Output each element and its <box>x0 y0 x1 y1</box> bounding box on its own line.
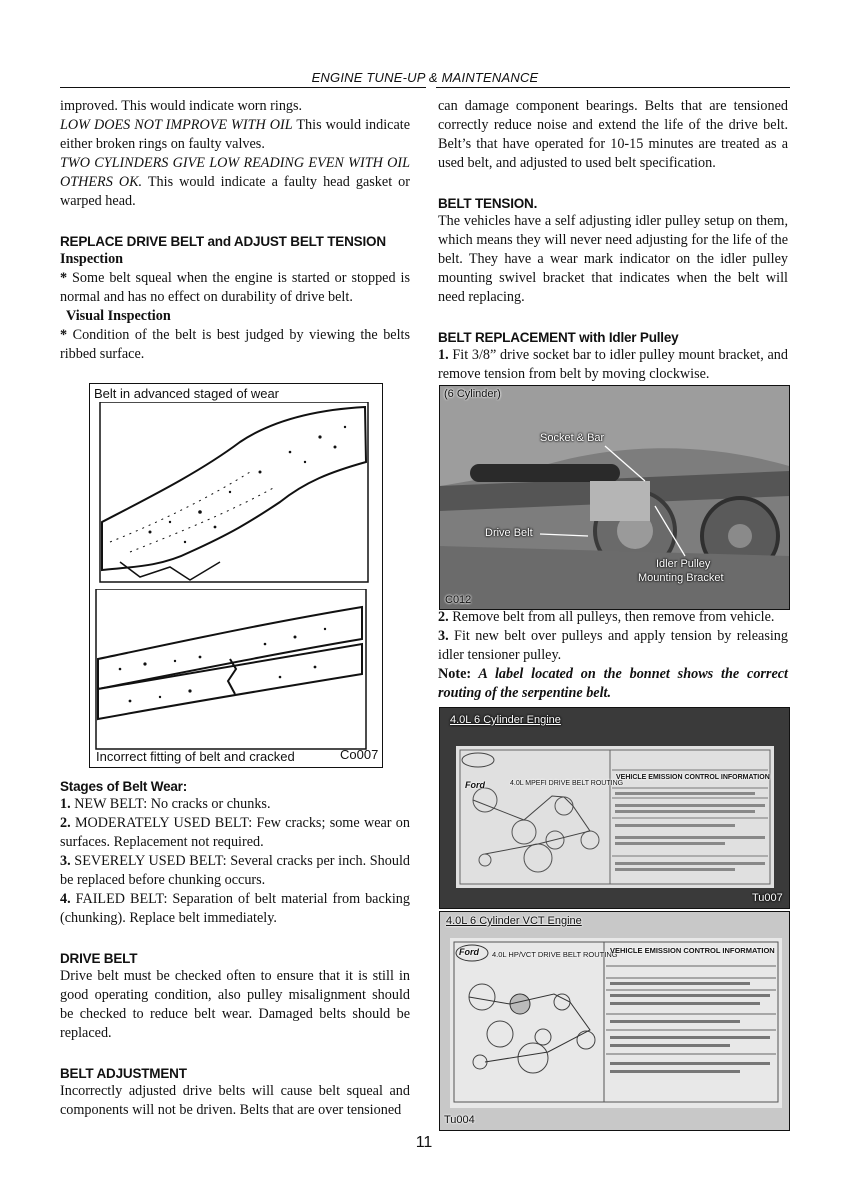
left-column <box>60 97 410 364</box>
list-item: 3. SEVERELY USED BELT: Several cracks per inch. Should be replaced before chunking occurs. <box>60 853 410 888</box>
belt-routing-title: 4.0L MPEFI DRIVE BELT ROUTING <box>510 780 624 787</box>
callout-drive-belt: Drive Belt <box>485 527 533 539</box>
page-number: 11 <box>415 1134 433 1151</box>
ford-logo: Ford <box>459 947 479 957</box>
emission-label-image-vct <box>440 912 789 1130</box>
paragraph: LOW DOES NOT IMPROVE WITH OIL This would indicate either broken rings on faulty valves. <box>60 117 411 152</box>
ford-logo: Ford <box>465 780 485 790</box>
photo-code: Tu004 <box>444 1114 475 1126</box>
subheading-visual: Visual Inspection <box>66 308 171 324</box>
right-column <box>438 97 788 384</box>
paragraph: TWO CYLINDERS GIVE LOW READING EVEN WITH OIL OTHERS OK. This would indicate a faulty head gasket or warped head. <box>60 155 410 209</box>
photo-code: Tu007 <box>752 892 783 904</box>
photo-tag: 4.0L 6 Cylinder VCT Engine <box>446 915 582 927</box>
paragraph: can damage component bearings. Belts that are tensioned correctly reduce noise and extend the life of the drive belt. Belt’s that have operated for 10-15 minutes are treated as a used belt, and adjusted to used belt specification. <box>438 98 788 171</box>
callout-socket-bar: Socket & Bar <box>540 432 605 444</box>
label-photo-4l-engine <box>439 707 790 909</box>
right-column-middle <box>438 608 788 703</box>
emission-label-image <box>440 708 789 908</box>
paragraph: Incorrectly adjusted drive belts will cause belt squeal and components will not be driven. Belts that are over tensioned <box>60 1083 410 1118</box>
paragraph: * Some belt squeal when the engine is started or stopped is normal and has no effect on durability of drive belt. <box>60 270 410 305</box>
label-photo-4l-vct-engine <box>439 911 790 1131</box>
engine-photo-6-cylinder <box>439 385 790 610</box>
photo-tag: 4.0L 6 Cylinder Engine <box>450 714 561 726</box>
callout-idler-pulley: Idler Pulley <box>656 558 711 570</box>
figure-caption-top: Belt in advanced staged of wear <box>94 386 280 401</box>
worn-belt-illustration <box>90 402 382 602</box>
left-column-lower <box>60 778 410 1120</box>
photo-code: C012 <box>445 594 472 606</box>
cracked-belt-illustration <box>90 589 382 759</box>
note: Note: A label located on the bonnet shows the correct routing of the serpentine belt. <box>438 666 788 701</box>
figure-code: Co007 <box>340 747 379 762</box>
section-heading-belt-adjustment: BELT ADJUSTMENT <box>60 1066 187 1081</box>
emission-title: VEHICLE EMISSION CONTROL INFORMATION <box>616 774 770 781</box>
callout-mounting-bracket: Mounting Bracket <box>638 572 724 584</box>
paragraph: improved. This would indicate worn rings. <box>60 98 303 114</box>
section-heading-belt-tension: BELT TENSION. <box>438 196 538 211</box>
header-rule-left <box>60 87 426 88</box>
paragraph: Drive belt must be checked often to ensure that it is still in good operating condition, also pulley misalignment should be checked to reduce belt wear. Damaged belts should be replaced. <box>60 968 410 1041</box>
subheading-inspection: Inspection <box>60 251 124 267</box>
section-heading-drive-belt: DRIVE BELT <box>60 951 138 966</box>
paragraph: * Condition of the belt is best judged by viewing the belts ribbed surface. <box>60 327 410 362</box>
paragraph: The vehicles have a self adjusting idler pulley setup on them, which means they will never need adjusting for the life of the belt. They have a wear mark indicator on the idler pulley mounting swivel bracket that indicates when the belt will need replacing. <box>438 213 788 305</box>
list-item: 4. FAILED BELT: Separation of belt material from backing (chunking). Replace belt immediately. <box>60 891 410 926</box>
belt-wear-figure <box>89 383 383 768</box>
section-heading-replace: REPLACE DRIVE BELT and ADJUST BELT TENSION <box>60 234 386 249</box>
figure-caption-bottom: Incorrect fitting of belt and cracked <box>96 749 295 764</box>
header-rule-right <box>436 87 790 88</box>
section-heading-stages: Stages of Belt Wear: <box>60 779 188 794</box>
photo-tag: (6 Cylinder) <box>444 388 501 400</box>
belt-routing-title: 4.0L HP/VCT DRIVE BELT ROUTING <box>492 950 618 959</box>
running-header: ENGINE TUNE-UP & MAINTENANCE <box>311 70 539 85</box>
step: 2. Remove belt from all pulleys, then remove from vehicle. <box>438 609 775 625</box>
list-item: 2. MODERATELY USED BELT: Few cracks; some wear on surfaces. Replacement not required. <box>60 815 410 850</box>
section-heading-belt-replacement: BELT REPLACEMENT with Idler Pulley <box>438 330 679 345</box>
emission-title: VEHICLE EMISSION CONTROL INFORMATION <box>610 946 775 955</box>
engine-bay-image <box>440 386 789 609</box>
step: 3. Fit new belt over pulleys and apply tension by releasing idler tensioner pulley. <box>438 628 788 663</box>
step: 1. Fit 3/8” drive socket bar to idler pulley mount bracket, and remove tension from belt by moving clockwise. <box>438 347 788 382</box>
list-item: 1. NEW BELT: No cracks or chunks. <box>60 796 271 812</box>
